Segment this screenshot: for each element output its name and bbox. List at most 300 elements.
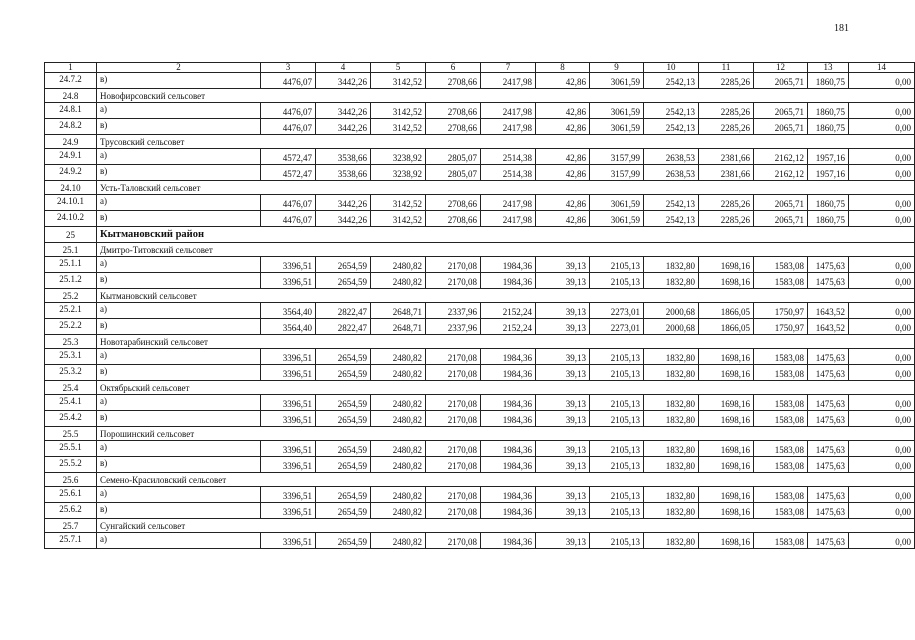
value-cell: 1750,97 — [754, 319, 808, 335]
value-cell: 1698,16 — [699, 487, 754, 503]
value-cell: 3142,52 — [371, 119, 426, 135]
value-cell: 1832,80 — [644, 395, 699, 411]
value-cell: 2648,71 — [371, 319, 426, 335]
value-cell: 1984,36 — [481, 503, 536, 519]
value-cell: 3442,26 — [316, 211, 371, 227]
value-cell: 2708,66 — [426, 211, 481, 227]
row-label: а) — [97, 441, 261, 457]
value-cell: 2065,71 — [754, 211, 808, 227]
value-cell: 0,00 — [849, 441, 915, 457]
section-name: Кытмановский сельсовет — [97, 289, 915, 303]
row-code: 25.2.2 — [45, 319, 97, 335]
value-cell: 3238,92 — [371, 165, 426, 181]
table-row — [45, 103, 915, 119]
value-cell: 1866,05 — [699, 303, 754, 319]
value-cell: 1475,63 — [808, 441, 849, 457]
value-cell: 1698,16 — [699, 365, 754, 381]
value-cell: 2480,82 — [371, 533, 426, 549]
value-cell: 39,13 — [536, 411, 590, 427]
row-code: 25.6.2 — [45, 503, 97, 519]
value-cell: 2273,01 — [590, 319, 644, 335]
value-cell: 1475,63 — [808, 533, 849, 549]
table-row — [45, 149, 915, 165]
table-row — [45, 487, 915, 503]
value-cell: 2654,59 — [316, 533, 371, 549]
section-header-row — [45, 135, 915, 149]
value-cell: 1643,52 — [808, 303, 849, 319]
value-cell: 2065,71 — [754, 73, 808, 89]
row-label: в) — [97, 119, 261, 135]
table-body — [45, 63, 915, 549]
section-code: 24.10 — [45, 181, 97, 195]
value-cell: 3396,51 — [261, 349, 316, 365]
value-cell: 4572,47 — [261, 165, 316, 181]
row-code: 25.3.1 — [45, 349, 97, 365]
value-cell: 1583,08 — [754, 273, 808, 289]
value-cell: 1860,75 — [808, 211, 849, 227]
row-label: в) — [97, 319, 261, 335]
value-cell: 3442,26 — [316, 73, 371, 89]
value-cell: 3157,99 — [590, 149, 644, 165]
table-row — [45, 303, 915, 319]
value-cell: 1583,08 — [754, 365, 808, 381]
value-cell: 2170,08 — [426, 411, 481, 427]
value-cell: 1866,05 — [699, 319, 754, 335]
value-cell: 2708,66 — [426, 103, 481, 119]
row-code: 25.7.1 — [45, 533, 97, 549]
value-cell: 2417,98 — [481, 119, 536, 135]
value-cell: 1832,80 — [644, 349, 699, 365]
value-cell: 2105,13 — [590, 395, 644, 411]
value-cell: 39,13 — [536, 487, 590, 503]
value-cell: 3142,52 — [371, 73, 426, 89]
tariff-table — [44, 62, 915, 549]
value-cell: 0,00 — [849, 395, 915, 411]
value-cell: 3396,51 — [261, 533, 316, 549]
row-code: 24.8.2 — [45, 119, 97, 135]
value-cell: 0,00 — [849, 457, 915, 473]
value-cell: 2654,59 — [316, 411, 371, 427]
value-cell: 2105,13 — [590, 503, 644, 519]
header-row — [45, 63, 915, 73]
value-cell: 2480,82 — [371, 441, 426, 457]
table-row — [45, 533, 915, 549]
value-cell: 2480,82 — [371, 411, 426, 427]
value-cell: 1832,80 — [644, 365, 699, 381]
row-label: в) — [97, 165, 261, 181]
value-cell: 0,00 — [849, 303, 915, 319]
column-header: 9 — [590, 63, 644, 73]
value-cell: 1475,63 — [808, 257, 849, 273]
value-cell: 2170,08 — [426, 273, 481, 289]
row-label: а) — [97, 149, 261, 165]
value-cell: 1583,08 — [754, 533, 808, 549]
value-cell: 1583,08 — [754, 503, 808, 519]
value-cell: 2480,82 — [371, 503, 426, 519]
value-cell: 0,00 — [849, 349, 915, 365]
section-name: Новофирсовский сельсовет — [97, 89, 915, 103]
value-cell: 0,00 — [849, 365, 915, 381]
table-row — [45, 395, 915, 411]
value-cell: 2273,01 — [590, 303, 644, 319]
row-code: 25.4.1 — [45, 395, 97, 411]
row-code: 25.2.1 — [45, 303, 97, 319]
value-cell: 2654,59 — [316, 395, 371, 411]
value-cell: 3564,40 — [261, 303, 316, 319]
section-header-row — [45, 335, 915, 349]
row-label: а) — [97, 395, 261, 411]
value-cell: 2170,08 — [426, 487, 481, 503]
table-row — [45, 319, 915, 335]
value-cell: 0,00 — [849, 319, 915, 335]
row-label: а) — [97, 349, 261, 365]
section-code: 24.8 — [45, 89, 97, 103]
value-cell: 1475,63 — [808, 487, 849, 503]
value-cell: 0,00 — [849, 119, 915, 135]
value-cell: 2480,82 — [371, 349, 426, 365]
section-header-row — [45, 89, 915, 103]
value-cell: 39,13 — [536, 457, 590, 473]
value-cell: 1583,08 — [754, 411, 808, 427]
section-name: Сунгайский сельсовет — [97, 519, 915, 533]
value-cell: 2170,08 — [426, 457, 481, 473]
row-label: в) — [97, 273, 261, 289]
value-cell: 2065,71 — [754, 119, 808, 135]
value-cell: 1583,08 — [754, 349, 808, 365]
value-cell: 3442,26 — [316, 119, 371, 135]
value-cell: 1698,16 — [699, 349, 754, 365]
value-cell: 1957,16 — [808, 165, 849, 181]
value-cell: 2105,13 — [590, 349, 644, 365]
value-cell: 2170,08 — [426, 365, 481, 381]
row-label: в) — [97, 73, 261, 89]
value-cell: 42,86 — [536, 119, 590, 135]
row-label: в) — [97, 457, 261, 473]
value-cell: 2337,96 — [426, 303, 481, 319]
column-header: 1 — [45, 63, 97, 73]
column-header: 13 — [808, 63, 849, 73]
value-cell: 39,13 — [536, 441, 590, 457]
value-cell: 2708,66 — [426, 195, 481, 211]
value-cell: 3538,66 — [316, 149, 371, 165]
section-header-row — [45, 473, 915, 487]
value-cell: 3142,52 — [371, 103, 426, 119]
value-cell: 2542,13 — [644, 119, 699, 135]
value-cell: 1832,80 — [644, 503, 699, 519]
value-cell: 1698,16 — [699, 273, 754, 289]
value-cell: 2170,08 — [426, 257, 481, 273]
value-cell: 2654,59 — [316, 503, 371, 519]
value-cell: 39,13 — [536, 319, 590, 335]
section-header-row — [45, 427, 915, 441]
value-cell: 2822,47 — [316, 319, 371, 335]
row-code: 25.4.2 — [45, 411, 97, 427]
column-header: 3 — [261, 63, 316, 73]
value-cell: 4476,07 — [261, 103, 316, 119]
value-cell: 1583,08 — [754, 441, 808, 457]
table-row — [45, 119, 915, 135]
row-code: 25.5.2 — [45, 457, 97, 473]
value-cell: 1860,75 — [808, 73, 849, 89]
value-cell: 4476,07 — [261, 211, 316, 227]
value-cell: 2638,53 — [644, 149, 699, 165]
row-code: 24.10.1 — [45, 195, 97, 211]
value-cell: 2648,71 — [371, 303, 426, 319]
row-label: а) — [97, 195, 261, 211]
value-cell: 2822,47 — [316, 303, 371, 319]
value-cell: 2654,59 — [316, 349, 371, 365]
value-cell: 3396,51 — [261, 503, 316, 519]
row-label: а) — [97, 257, 261, 273]
value-cell: 1698,16 — [699, 395, 754, 411]
value-cell: 39,13 — [536, 533, 590, 549]
value-cell: 2542,13 — [644, 211, 699, 227]
column-header: 10 — [644, 63, 699, 73]
section-name: Семено-Красиловский сельсовет — [97, 473, 915, 487]
value-cell: 0,00 — [849, 411, 915, 427]
value-cell: 2480,82 — [371, 257, 426, 273]
column-header: 14 — [849, 63, 915, 73]
value-cell: 2337,96 — [426, 319, 481, 335]
section-header-row — [45, 381, 915, 395]
value-cell: 1984,36 — [481, 395, 536, 411]
value-cell: 2514,38 — [481, 149, 536, 165]
value-cell: 1984,36 — [481, 273, 536, 289]
value-cell: 2805,07 — [426, 149, 481, 165]
value-cell: 1475,63 — [808, 411, 849, 427]
row-code: 25.1.1 — [45, 257, 97, 273]
value-cell: 1860,75 — [808, 195, 849, 211]
table-row — [45, 273, 915, 289]
value-cell: 1984,36 — [481, 533, 536, 549]
section-name: Новотарабинский сельсовет — [97, 335, 915, 349]
value-cell: 2170,08 — [426, 441, 481, 457]
value-cell: 39,13 — [536, 503, 590, 519]
section-header-row — [45, 181, 915, 195]
value-cell: 1832,80 — [644, 441, 699, 457]
row-label: в) — [97, 503, 261, 519]
value-cell: 1832,80 — [644, 411, 699, 427]
value-cell: 2805,07 — [426, 165, 481, 181]
row-code: 25.1.2 — [45, 273, 97, 289]
row-code: 24.9.2 — [45, 165, 97, 181]
value-cell: 1643,52 — [808, 319, 849, 335]
table-row — [45, 457, 915, 473]
section-name: Порошинский сельсовет — [97, 427, 915, 441]
value-cell: 1698,16 — [699, 411, 754, 427]
value-cell: 0,00 — [849, 165, 915, 181]
row-label: а) — [97, 103, 261, 119]
table-row — [45, 411, 915, 427]
value-cell: 2514,38 — [481, 165, 536, 181]
value-cell: 2105,13 — [590, 457, 644, 473]
value-cell: 3396,51 — [261, 441, 316, 457]
value-cell: 42,86 — [536, 195, 590, 211]
value-cell: 2480,82 — [371, 395, 426, 411]
value-cell: 0,00 — [849, 103, 915, 119]
value-cell: 3061,59 — [590, 103, 644, 119]
row-code: 24.7.2 — [45, 73, 97, 89]
value-cell: 2170,08 — [426, 533, 481, 549]
value-cell: 2152,24 — [481, 303, 536, 319]
table-row — [45, 195, 915, 211]
value-cell: 0,00 — [849, 533, 915, 549]
value-cell: 1957,16 — [808, 149, 849, 165]
value-cell: 2000,68 — [644, 319, 699, 335]
section-code: 25.5 — [45, 427, 97, 441]
value-cell: 2654,59 — [316, 257, 371, 273]
section-code: 25.1 — [45, 243, 97, 257]
value-cell: 3061,59 — [590, 73, 644, 89]
value-cell: 42,86 — [536, 103, 590, 119]
value-cell: 2417,98 — [481, 211, 536, 227]
value-cell: 2105,13 — [590, 365, 644, 381]
page-number: 181 — [834, 23, 849, 34]
value-cell: 2170,08 — [426, 503, 481, 519]
value-cell: 1984,36 — [481, 349, 536, 365]
value-cell: 1984,36 — [481, 487, 536, 503]
value-cell: 3142,52 — [371, 195, 426, 211]
row-label: а) — [97, 303, 261, 319]
value-cell: 3396,51 — [261, 457, 316, 473]
value-cell: 2480,82 — [371, 365, 426, 381]
value-cell: 2105,13 — [590, 273, 644, 289]
value-cell: 3238,92 — [371, 149, 426, 165]
value-cell: 1698,16 — [699, 503, 754, 519]
value-cell: 2654,59 — [316, 441, 371, 457]
table-row — [45, 257, 915, 273]
section-name: Кытмановский район — [97, 227, 915, 243]
value-cell: 1475,63 — [808, 457, 849, 473]
value-cell: 2417,98 — [481, 195, 536, 211]
value-cell: 1698,16 — [699, 533, 754, 549]
row-code: 25.6.1 — [45, 487, 97, 503]
value-cell: 4476,07 — [261, 73, 316, 89]
region-header-row — [45, 227, 915, 243]
value-cell: 2542,13 — [644, 103, 699, 119]
value-cell: 2542,13 — [644, 73, 699, 89]
value-cell: 1984,36 — [481, 457, 536, 473]
value-cell: 42,86 — [536, 165, 590, 181]
value-cell: 42,86 — [536, 211, 590, 227]
row-code: 24.8.1 — [45, 103, 97, 119]
value-cell: 2638,53 — [644, 165, 699, 181]
value-cell: 2065,71 — [754, 103, 808, 119]
value-cell: 2285,26 — [699, 195, 754, 211]
value-cell: 1475,63 — [808, 365, 849, 381]
value-cell: 0,00 — [849, 73, 915, 89]
section-code: 25 — [45, 227, 97, 243]
value-cell: 2105,13 — [590, 487, 644, 503]
value-cell: 0,00 — [849, 195, 915, 211]
row-code: 24.9.1 — [45, 149, 97, 165]
value-cell: 0,00 — [849, 273, 915, 289]
value-cell: 0,00 — [849, 503, 915, 519]
value-cell: 4476,07 — [261, 119, 316, 135]
value-cell: 3442,26 — [316, 103, 371, 119]
row-label: в) — [97, 365, 261, 381]
value-cell: 2480,82 — [371, 273, 426, 289]
section-header-row — [45, 289, 915, 303]
table-row — [45, 211, 915, 227]
value-cell: 2480,82 — [371, 487, 426, 503]
value-cell: 2285,26 — [699, 119, 754, 135]
value-cell: 3061,59 — [590, 119, 644, 135]
table-row — [45, 165, 915, 181]
value-cell: 1583,08 — [754, 457, 808, 473]
value-cell: 1698,16 — [699, 441, 754, 457]
value-cell: 1832,80 — [644, 457, 699, 473]
value-cell: 2105,13 — [590, 257, 644, 273]
value-cell: 1860,75 — [808, 119, 849, 135]
value-cell: 2065,71 — [754, 195, 808, 211]
value-cell: 2152,24 — [481, 319, 536, 335]
value-cell: 39,13 — [536, 395, 590, 411]
column-header: 2 — [97, 63, 261, 73]
value-cell: 0,00 — [849, 149, 915, 165]
value-cell: 2000,68 — [644, 303, 699, 319]
column-header: 11 — [699, 63, 754, 73]
value-cell: 39,13 — [536, 257, 590, 273]
column-header: 6 — [426, 63, 481, 73]
value-cell: 39,13 — [536, 273, 590, 289]
section-header-row — [45, 519, 915, 533]
value-cell: 1698,16 — [699, 257, 754, 273]
value-cell: 3538,66 — [316, 165, 371, 181]
value-cell: 2105,13 — [590, 411, 644, 427]
value-cell: 2381,66 — [699, 149, 754, 165]
value-cell: 1583,08 — [754, 257, 808, 273]
value-cell: 2105,13 — [590, 533, 644, 549]
value-cell: 1475,63 — [808, 349, 849, 365]
value-cell: 2162,12 — [754, 165, 808, 181]
value-cell: 1750,97 — [754, 303, 808, 319]
value-cell: 3396,51 — [261, 365, 316, 381]
value-cell: 2708,66 — [426, 73, 481, 89]
value-cell: 1984,36 — [481, 257, 536, 273]
column-header: 7 — [481, 63, 536, 73]
value-cell: 3157,99 — [590, 165, 644, 181]
section-code: 25.2 — [45, 289, 97, 303]
value-cell: 2162,12 — [754, 149, 808, 165]
value-cell: 1832,80 — [644, 273, 699, 289]
value-cell: 2170,08 — [426, 395, 481, 411]
value-cell: 39,13 — [536, 303, 590, 319]
value-cell: 39,13 — [536, 365, 590, 381]
row-label: в) — [97, 411, 261, 427]
column-header: 8 — [536, 63, 590, 73]
row-label: а) — [97, 487, 261, 503]
value-cell: 2285,26 — [699, 103, 754, 119]
section-code: 25.7 — [45, 519, 97, 533]
value-cell: 1984,36 — [481, 411, 536, 427]
row-code: 25.3.2 — [45, 365, 97, 381]
value-cell: 1583,08 — [754, 487, 808, 503]
value-cell: 2654,59 — [316, 457, 371, 473]
value-cell: 1475,63 — [808, 503, 849, 519]
value-cell: 1984,36 — [481, 365, 536, 381]
value-cell: 0,00 — [849, 487, 915, 503]
section-code: 25.6 — [45, 473, 97, 487]
column-header: 4 — [316, 63, 371, 73]
table-row — [45, 365, 915, 381]
value-cell: 2654,59 — [316, 487, 371, 503]
section-name: Дмитро-Титовский сельсовет — [97, 243, 915, 257]
value-cell: 2654,59 — [316, 365, 371, 381]
value-cell: 2381,66 — [699, 165, 754, 181]
value-cell: 3396,51 — [261, 395, 316, 411]
value-cell: 4476,07 — [261, 195, 316, 211]
